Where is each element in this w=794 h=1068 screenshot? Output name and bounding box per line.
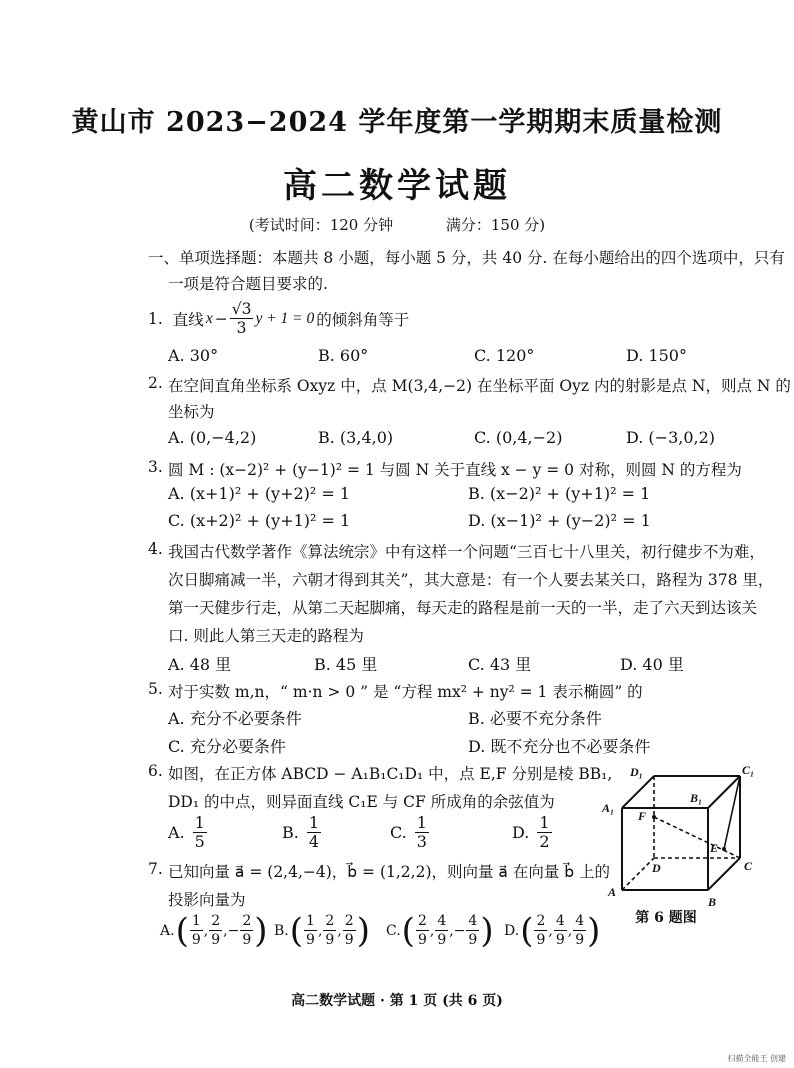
denominator: 9 bbox=[211, 932, 221, 948]
paren-left: ( bbox=[289, 910, 304, 951]
q1-option-a: A. 30° bbox=[168, 346, 219, 365]
q2-option-c: C. (0,4,−2) bbox=[474, 428, 563, 447]
paren-left: ( bbox=[175, 910, 189, 951]
label-A1: A₁ bbox=[602, 801, 615, 815]
q5-option-c: C. 充分必要条件 bbox=[168, 737, 286, 756]
denominator: 9 bbox=[417, 932, 427, 948]
q7-num: 7. bbox=[148, 860, 163, 878]
exam-time: (考试时间：120 分钟 bbox=[248, 216, 394, 234]
q2-line1: 在空间直角坐标系 Oxyz 中，点 M(3,4,−2) 在坐标平面 Oyz 内的射影是点 N，则点 N 的 bbox=[168, 377, 791, 395]
q6-option-a bbox=[168, 814, 207, 851]
vector-component bbox=[323, 912, 336, 949]
separator: ,− bbox=[223, 922, 240, 939]
cube-figure bbox=[600, 760, 790, 930]
q7-options bbox=[160, 912, 600, 958]
q6-a-n: 1 bbox=[194, 813, 205, 832]
q7-option-c bbox=[386, 912, 494, 949]
section-heading-line2: 一项是符合题目要求的. bbox=[168, 275, 328, 293]
denominator: 9 bbox=[191, 932, 201, 948]
q6-a-frac bbox=[193, 814, 207, 851]
label-B1: B₁ bbox=[690, 791, 703, 805]
separator: , bbox=[337, 922, 342, 939]
numerator: 2 bbox=[344, 913, 354, 929]
q6-num: 6. bbox=[148, 762, 163, 780]
exam-meta bbox=[0, 214, 794, 235]
exam-score: 满分：150 分) bbox=[445, 216, 546, 234]
paren-left: ( bbox=[401, 910, 415, 951]
denominator: 9 bbox=[575, 932, 585, 948]
page-footer: 高二数学试题 · 第 1 页 (共 6 页) bbox=[291, 993, 503, 1009]
q4-line1: 我国古代数学著作《算法统宗》中有这样一个问题“三百七十八里关，初行健步不为难， bbox=[168, 543, 765, 561]
q7-line1: 已知向量 a⃗ = (2,4,−4)，b⃗ = (1,2,2)，则向量 a⃗ 在向量 b⃗ 上的 bbox=[168, 863, 611, 881]
q1-x: x bbox=[205, 309, 213, 327]
q3-option-d: D. (x−1)² + (y−2)² = 1 bbox=[468, 511, 651, 530]
denominator: 9 bbox=[344, 932, 354, 948]
separator: ,− bbox=[449, 922, 466, 939]
q6-line1: 如图，在正方体 ABCD − A₁B₁C₁D₁ 中，点 E,F 分别是棱 BB₁, bbox=[168, 765, 613, 783]
q7-option-label: B. bbox=[274, 922, 289, 939]
q6-c-d: 3 bbox=[416, 832, 427, 851]
q2-num: 2. bbox=[148, 374, 163, 392]
numerator: 1 bbox=[191, 913, 201, 929]
q4-line3: 第一天健步行走，从第二天起脚痛，每天走的路程是前一天的一半，走了六天到达该关 bbox=[168, 599, 758, 617]
q1-fraction bbox=[230, 300, 254, 337]
q2-option-d: D. (−3,0,2) bbox=[626, 428, 716, 447]
q6-a-d: 5 bbox=[194, 832, 205, 851]
q2-option-a: A. (0,−4,2) bbox=[168, 428, 257, 447]
q5-option-d: D. 既不充分也不必要条件 bbox=[468, 737, 651, 756]
q6-d-label: D. bbox=[512, 823, 530, 842]
q1-option-d: D. 150° bbox=[626, 346, 687, 365]
q4-option-d: D. 40 里 bbox=[620, 655, 684, 674]
q4-option-b: B. 45 里 bbox=[314, 655, 378, 674]
q6-d-d: 2 bbox=[539, 832, 550, 851]
numerator: 1 bbox=[306, 913, 315, 929]
q7-option-label: D. bbox=[504, 922, 520, 939]
q2-option-b: B. (3,4,0) bbox=[318, 428, 394, 447]
numerator: 4 bbox=[468, 913, 478, 929]
denominator: 9 bbox=[555, 932, 565, 948]
paren-right: ) bbox=[254, 910, 268, 951]
q1-frac-n: √3 bbox=[231, 300, 252, 318]
vector-component bbox=[554, 912, 567, 949]
q4-num: 4. bbox=[148, 540, 163, 558]
q3-line1: 圆 M : (x−2)² + (y−1)² = 1 与圆 N 关于直线 x − y = 0 对称，则圆 N 的方程为 bbox=[168, 461, 742, 479]
q2-line2: 坐标为 bbox=[168, 403, 215, 421]
label-C: C bbox=[744, 859, 753, 873]
q4-option-a: A. 48 里 bbox=[168, 655, 232, 674]
separator: , bbox=[317, 922, 323, 939]
separator: , bbox=[548, 922, 553, 939]
question-1 bbox=[148, 300, 409, 337]
q5-option-a: A. 充分不必要条件 bbox=[168, 709, 302, 728]
label-E: E bbox=[710, 841, 719, 855]
vector-component bbox=[573, 912, 586, 949]
q7-option-a bbox=[160, 912, 268, 949]
q6-b-frac bbox=[307, 814, 321, 851]
denominator: 9 bbox=[306, 932, 315, 948]
q7-line2: 投影向量为 bbox=[168, 891, 246, 909]
q6-d-frac bbox=[537, 814, 551, 851]
subject-title: 高二数学试题 bbox=[283, 166, 511, 206]
q3-option-b: B. (x−2)² + (y+1)² = 1 bbox=[468, 484, 651, 503]
q1-option-b: B. 60° bbox=[318, 346, 369, 365]
label-B: B bbox=[708, 895, 717, 909]
q6-c-label: C. bbox=[390, 823, 407, 842]
q6-option-b bbox=[282, 814, 321, 851]
denominator: 9 bbox=[242, 932, 252, 948]
q5-line1: 对于实数 m,n，“ m·n > 0 ” 是 “方程 mx² + ny² = 1 表示椭圆” 的 bbox=[168, 683, 643, 701]
q7-option-d bbox=[504, 912, 600, 949]
q7-option-b bbox=[274, 912, 370, 949]
q1-num: 1. bbox=[148, 309, 163, 328]
vector-component bbox=[466, 912, 479, 949]
q3-option-a: A. (x+1)² + (y+2)² = 1 bbox=[168, 484, 351, 503]
figure-caption: 第 6 题图 bbox=[635, 910, 697, 926]
paren-right: ) bbox=[587, 910, 601, 951]
vector-component bbox=[190, 912, 203, 949]
label-D1: D₁ bbox=[630, 765, 643, 779]
q6-line2: DD₁ 的中点，则异面直线 C₁E 与 CF 所成角的余弦值为 bbox=[168, 793, 555, 811]
numerator: 2 bbox=[536, 913, 546, 929]
q5-num: 5. bbox=[148, 680, 163, 698]
label-C1: C₁ bbox=[742, 763, 755, 777]
vector-component bbox=[416, 912, 429, 949]
section-heading-line1: 一、单项选择题：本题共 8 小题，每小题 5 分，共 40 分. 在每小题给出的四个选项中，只有 bbox=[148, 249, 785, 267]
separator: , bbox=[429, 922, 435, 939]
q3-num: 3. bbox=[148, 458, 163, 476]
q6-b-label: B. bbox=[282, 823, 299, 842]
q6-option-c bbox=[390, 814, 429, 851]
vector-component bbox=[209, 912, 222, 949]
paren-right: ) bbox=[480, 910, 494, 951]
q1-frac-d: 3 bbox=[236, 319, 247, 337]
q7-option-label: C. bbox=[386, 922, 401, 939]
q5-option-b: B. 必要不充分条件 bbox=[468, 709, 602, 728]
q4-line2: 次日脚痛减一半，六朝才得到其关”，其大意是：有一个人要去某关口，路程为 378 里， bbox=[168, 571, 774, 589]
vector-component bbox=[343, 912, 356, 949]
vector-component bbox=[240, 912, 253, 949]
label-F: F bbox=[638, 809, 647, 823]
numerator: 4 bbox=[437, 913, 447, 929]
q6-d-n: 1 bbox=[539, 813, 550, 832]
denominator: 9 bbox=[536, 932, 546, 948]
scanner-watermark: 扫描全能王 创建 bbox=[727, 1054, 786, 1063]
q1-eq: y + 1 = 0 bbox=[255, 309, 315, 327]
q4-option-c: C. 43 里 bbox=[468, 655, 532, 674]
q6-b-n: 1 bbox=[308, 813, 320, 832]
q1-option-c: C. 120° bbox=[474, 346, 535, 365]
q6-b-d: 4 bbox=[308, 832, 320, 851]
paren-right: ) bbox=[356, 910, 370, 951]
q6-option-d bbox=[512, 814, 552, 851]
label-A: A bbox=[608, 885, 617, 899]
numerator: 2 bbox=[211, 913, 221, 929]
q3-option-c: C. (x+2)² + (y+1)² = 1 bbox=[168, 511, 351, 530]
q6-c-frac bbox=[415, 814, 429, 851]
vector-component bbox=[435, 912, 448, 949]
q4-line4: 口. 则此人第三天走的路程为 bbox=[168, 627, 364, 645]
vector-component bbox=[534, 912, 547, 949]
denominator: 9 bbox=[325, 932, 335, 948]
q1-minus: − bbox=[214, 309, 228, 328]
denominator: 9 bbox=[437, 932, 447, 948]
numerator: 4 bbox=[555, 913, 565, 929]
paren-left: ( bbox=[520, 910, 534, 951]
q1-post: 的倾斜角等于 bbox=[316, 310, 410, 329]
q7-option-label: A. bbox=[160, 922, 175, 939]
denominator: 9 bbox=[468, 932, 478, 948]
q6-a-label: A. bbox=[168, 823, 185, 842]
vector-component bbox=[304, 912, 317, 949]
exam-title: 黄山市 2023−2024 学年度第一学期期末质量检测 bbox=[71, 107, 723, 138]
separator: , bbox=[567, 922, 573, 939]
numerator: 2 bbox=[242, 913, 252, 929]
numerator: 2 bbox=[325, 913, 335, 929]
separator: , bbox=[203, 922, 209, 939]
q6-c-n: 1 bbox=[416, 813, 427, 832]
q1-pre: 直线 bbox=[172, 310, 204, 329]
numerator: 2 bbox=[417, 913, 427, 929]
label-D: D bbox=[652, 861, 661, 875]
numerator: 4 bbox=[575, 913, 585, 929]
